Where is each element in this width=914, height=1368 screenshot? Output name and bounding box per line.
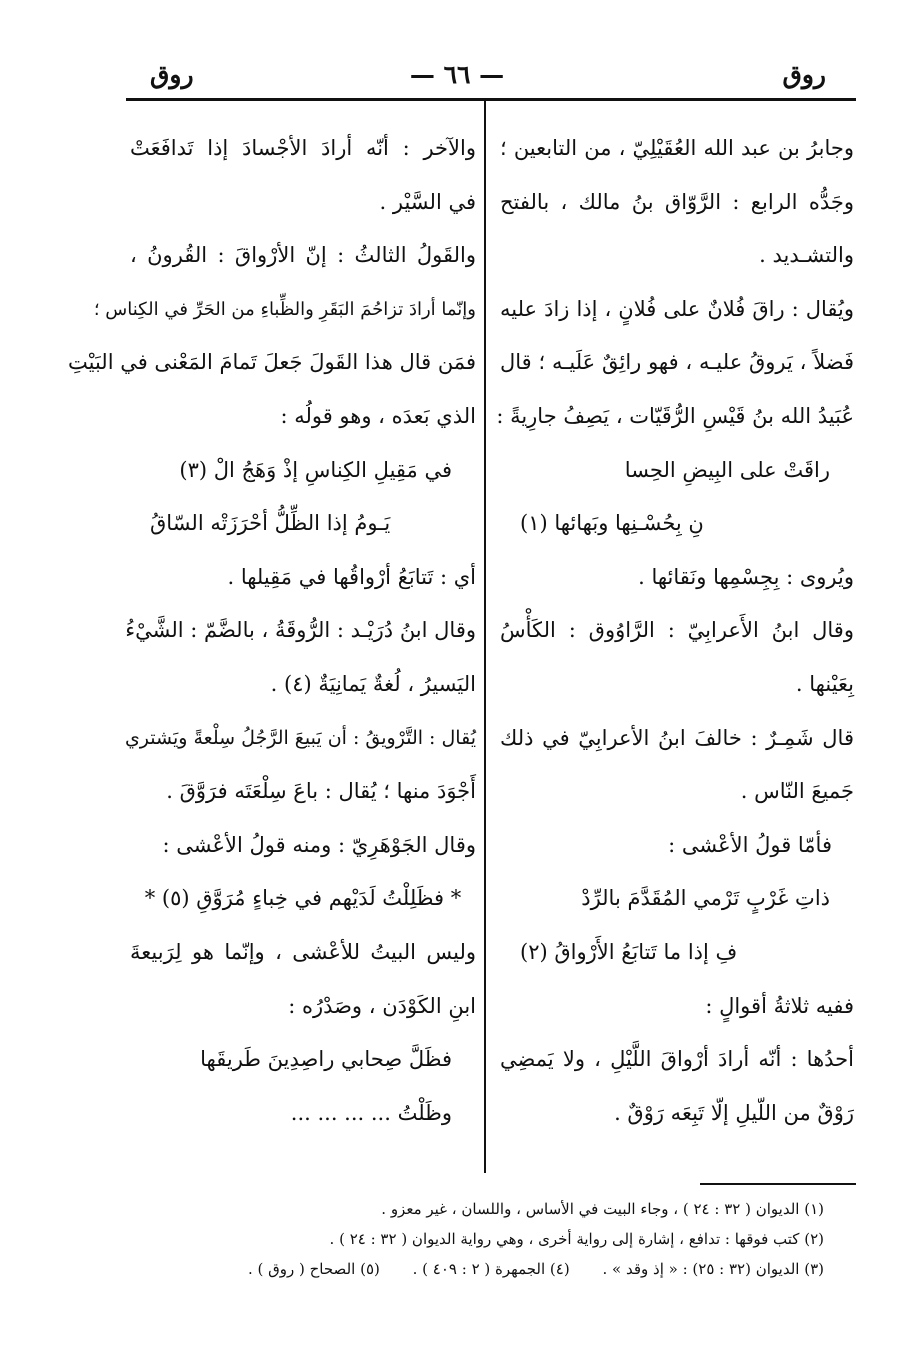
verse-hemistich: فظَلَّ صِحابي راصِدِينَ طَريقَها — [200, 1047, 452, 1072]
text-line: والقَولُ الثالثُ : إنّ الأرْواقَ : القُرونُ ، — [130, 243, 476, 268]
text-line: أَجْوَدَ منها ؛ يُقال : باعَ سِلْعَتَه فرَوَّقَ . — [166, 779, 476, 804]
text-line: وقال الجَوْهَرِيّ : ومنه قولُ الأعْشى : — [162, 832, 476, 857]
verse-hemistich: فِ إذا ما تَتابَعُ الأَرْواقُ (٢) — [520, 939, 738, 964]
footnote-1: (١) الديوان ( ٣٢ : ٢٤ ) ، وجاء البيت في الأساس ، واللسان ، غير معزو . — [381, 1200, 824, 1218]
text-line: رَوْقٌ من اللّيلِ إلّا تَبِعَه رَوْقٌ . — [614, 1100, 854, 1125]
verse-hemistich: وظَلْتُ ... ... ... ... — [290, 1100, 452, 1125]
header-root-word-left: روق — [150, 60, 194, 89]
verse-hemistich: ذاتِ غَرْبٍ تَرْمي المُقَدَّمَ بالرِّدْ — [581, 886, 830, 911]
text-line: وجَدُّه الرابع : الرَّوّاق بنُ مالك ، بالفتح — [500, 189, 854, 214]
text-line: وجابرُ بن عبد الله العُقَيْلِيّ ، من التابعين ؛ — [500, 136, 854, 160]
text-line: وقال ابنُ دُرَيْـد : الرُّوقَةُ ، بالضَّمّ : الشَّيْءُ — [125, 618, 476, 643]
footnotes — [54, 1194, 824, 1284]
footnote-5: (٥) الصحاح ( روق ) . — [247, 1260, 380, 1278]
text-line: أي : تَتابَعُ أرْواقُها في مَقِيلها . — [227, 564, 476, 589]
footnote-rule — [700, 1183, 856, 1185]
text-line: ويُقال : راقَ فُلانٌ على فُلانٍ ، إذا زادَ عليه — [500, 296, 854, 321]
text-line: ويُروى : بِجِسْمِها ونَقائها . — [638, 564, 854, 589]
text-line: وقال ابنُ الأَعرابِيّ : الرَّاوُوق : الكَأْسُ — [500, 618, 854, 643]
footnote-row-3 — [54, 1254, 824, 1284]
page-number: — ٦٦ — — [409, 60, 505, 89]
text-line: ابنِ الكَوْدَن ، وصَدْرُه : — [288, 993, 476, 1018]
left-column — [68, 122, 476, 1140]
text-line: أحدُها : أنّه أرادَ أرْواقَ اللَّيْلِ ، ولا يَمضِي — [500, 1047, 854, 1072]
verse-hemistich: في مَقِيلِ الكِناسِ إذْ وَهَجُ الْ (٣) — [179, 457, 452, 482]
text-line: بِعَيْنها . — [795, 671, 854, 696]
text-line: والآخر : أنّه أرادَ الأجْسادَ إذا تَدافَعَتْ — [130, 136, 476, 160]
header-root-word-right: روق — [782, 60, 826, 89]
verse-hemistich: راقَتْ على البِيضِ الحِسا — [624, 457, 830, 482]
footnote-4: (٤) الجمهرة ( ٢ : ٤٠٩ ) . — [412, 1260, 570, 1278]
text-line: عُبَيدُ الله بنُ قَيْسِ الرُّقَيّات ، يَصِفُ جارِيةً : — [496, 403, 854, 428]
text-line: في السَّيْر . — [379, 189, 476, 214]
text-line: جَميعَ النّاس . — [740, 779, 854, 804]
text-line: وليس البيتُ للأعْشى ، وإنّما هو لِرَبيعةَ — [130, 939, 476, 964]
verse-hemistich: نِ بِحُسْـنِها وبَهائها (١) — [520, 511, 704, 536]
text-line: فَضلاً ، يَروقُ عليـه ، فهو رائِقٌ عَلَيـه ؛ قال — [500, 350, 854, 375]
text-line: اليَسيرُ ، لُغةٌ يَمانِيَةٌ (٤) . — [270, 671, 476, 696]
text-line: والتشـديد . — [759, 243, 854, 268]
text-line: فمَن قال هذا القَولَ جَعلَ تَمامَ المَعْنى في البَيْتِ — [68, 350, 476, 375]
text-line: وإنّما أرادَ تزاحُمَ البَقَرِ والظِّباءِ من الحَرِّ في الكِناس ؛ — [93, 298, 476, 320]
column-divider — [484, 101, 486, 1173]
header-rule — [126, 98, 856, 101]
footnote-3: (٣) الديوان (٣٢ : ٢٥) : « إذ وقد » . — [602, 1260, 824, 1278]
text-line: قال شَمِـرٌ : خالفَ ابنُ الأعرابِيّ في ذلك — [500, 725, 854, 750]
text-line: يُقال : التَّرْويقُ : أن يَبيعَ الرَّجُلُ سِلْعةً ويَشتري — [124, 726, 476, 749]
text-line: الذي بَعدَه ، وهو قولُه : — [280, 403, 476, 428]
right-column — [496, 122, 854, 1140]
verse-hemistich: يَـومُ إذا الظِّلُّ أحْرَزَتْه السّاقُ — [150, 511, 391, 536]
footnote-2: (٢) كتب فوقها : تدافع ، إشارة إلى رواية أخرى ، وهي رواية الديوان ( ٣٢ : ٢٤ ) . — [329, 1230, 824, 1248]
text-line: فأمّا قولُ الأعْشى : — [668, 832, 832, 857]
text-line: ففيه ثلاثةُ أقوالٍ : — [705, 993, 854, 1018]
verse-line: * فظَلِلْتُ لَدَيْهم في خِباءٍ مُرَوَّقِ (٥) * — [144, 886, 462, 911]
